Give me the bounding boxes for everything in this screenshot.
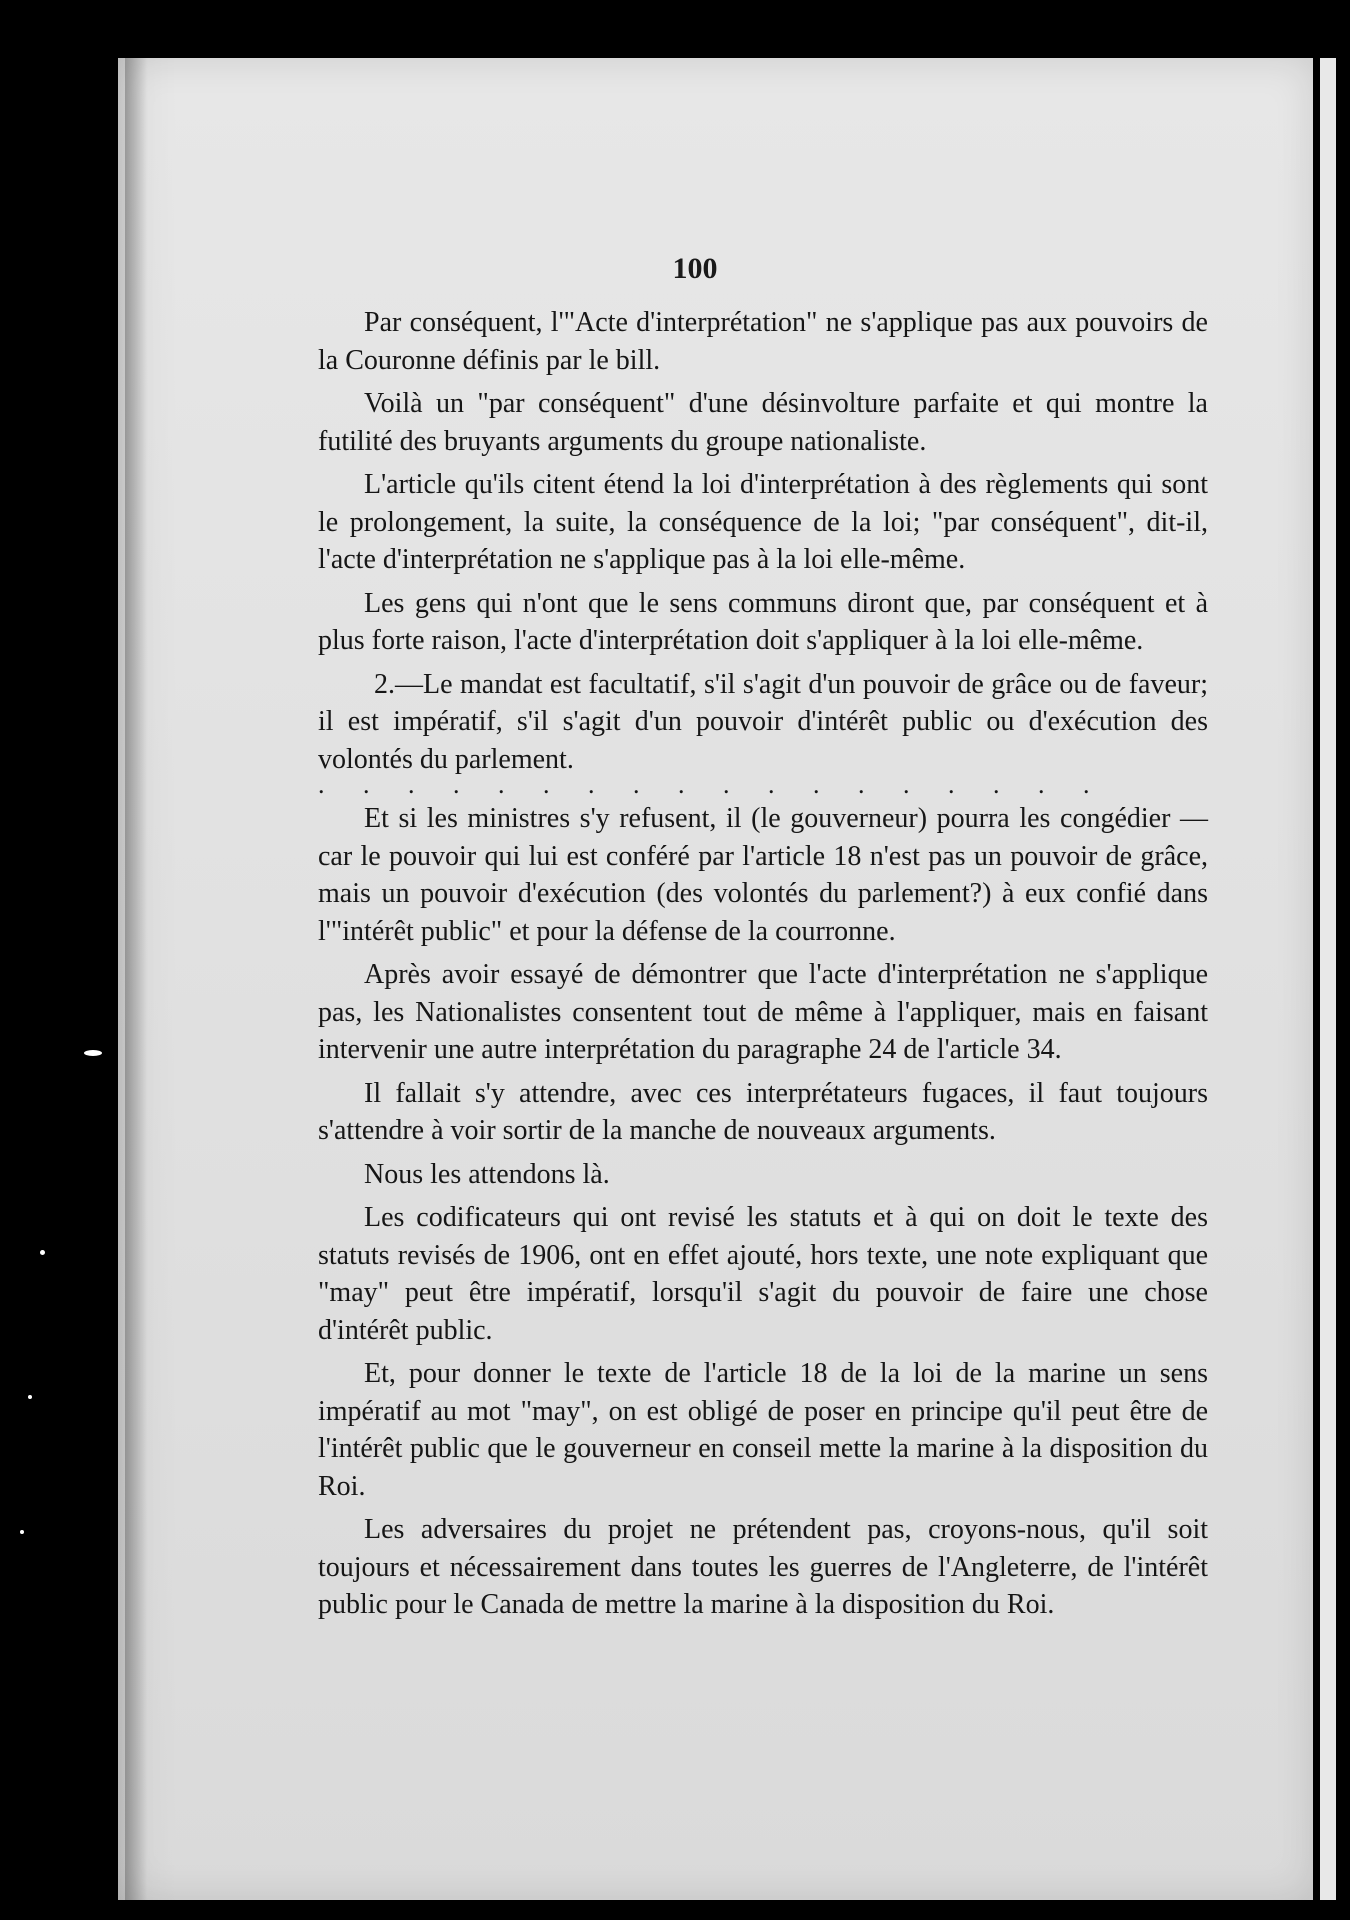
facing-page-edge <box>1320 58 1336 1900</box>
paragraph-3: L'article qu'ils citent étend la loi d'interprétation à des règlements qui sont le prolongement, la suite, la conséquence de la loi; "par conséquent", dit-il, l'acte d'interprétation ne s'applique pas à la loi elle-même. <box>318 469 1208 575</box>
paragraph-7: Après avoir essayé de démontrer que l'acte d'interprétation ne s'applique pas, les Nationalistes consentent tout de même à l'appliquer, mais en faisant intervenir une autre interprétation du paragraphe 24 de l'article 34. <box>318 959 1208 1065</box>
body-text <box>318 304 1208 1630</box>
paragraph-1: Par conséquent, l'"Acte d'interprétation" ne s'applique pas aux pouvoirs de la Couronne définis par le bill. <box>318 307 1208 376</box>
ellipsis-separator <box>318 770 1208 800</box>
scan-speck <box>84 1050 102 1056</box>
paragraph-12: Les adversaires du projet ne prétendent pas, croyons-nous, qu'il soit toujours et nécessairement dans toutes les guerres de l'Angleterre, de l'intérêt public pour le Canada de mettre la marine à la disposition du Roi. <box>318 1514 1208 1620</box>
paragraph-9: Nous les attendons là. <box>364 1158 610 1190</box>
paragraph-5: 2.—Le mandat est facultatif, s'il s'agit d'un pouvoir de grâce ou de faveur; il est impératif, s'il s'agit d'un pouvoir d'intérêt public ou d'exécution des volontés du parlement. <box>318 668 1208 775</box>
paragraph-11: Et, pour donner le texte de l'article 18 de la loi de la marine un sens impératif au mot "may", on est obligé de poser en principe qu'il peut être de l'intérêt public que le gouverneur en conseil mette la marine à la disposition du Roi. <box>318 1358 1208 1502</box>
scan-speck <box>20 1530 24 1534</box>
scan-speck <box>28 1395 32 1399</box>
paragraph-4: Les gens qui n'ont que le sens communs diront que, par conséquent et à plus forte raison, l'acte d'interprétation doit s'appliquer à la loi elle-même. <box>318 587 1208 656</box>
ellipsis-dots: . . . . . . . . . . . . . . . . . . <box>318 770 1106 799</box>
page-number: 100 <box>672 252 718 285</box>
page-binding-shadow <box>125 58 147 1900</box>
paragraph-8: Il fallait s'y attendre, avec ces interprétateurs fugaces, il faut toujours s'attendre à voir sortir de la manche de nouveaux arguments. <box>318 1077 1208 1146</box>
paragraph-2: Voilà un "par conséquent" d'une désinvolture parfaite et qui montre la futilité des bruyants arguments du groupe nationaliste. <box>318 388 1208 457</box>
paragraph-10: Les codificateurs qui ont revisé les statuts et à qui on doit le texte des statuts revisés de 1906, ont en effet ajouté, hors texte, une note expliquant que "may" peut être impératif, lorsqu'il s'agit du pouvoir de faire une chose d'intérêt public. <box>318 1202 1208 1346</box>
scan-speck <box>40 1250 45 1255</box>
paragraph-6: Et si les ministres s'y refusent, il (le gouverneur) pourra les congédier — car le pouvoir qui lui est conféré par l'article 18 n'est pas un pouvoir de grâce, mais un pouvoir d'exécution (des volontés du parlement?) à eux confié dans l'"intérêt public" et pour la défense de la courronne. <box>318 803 1208 947</box>
